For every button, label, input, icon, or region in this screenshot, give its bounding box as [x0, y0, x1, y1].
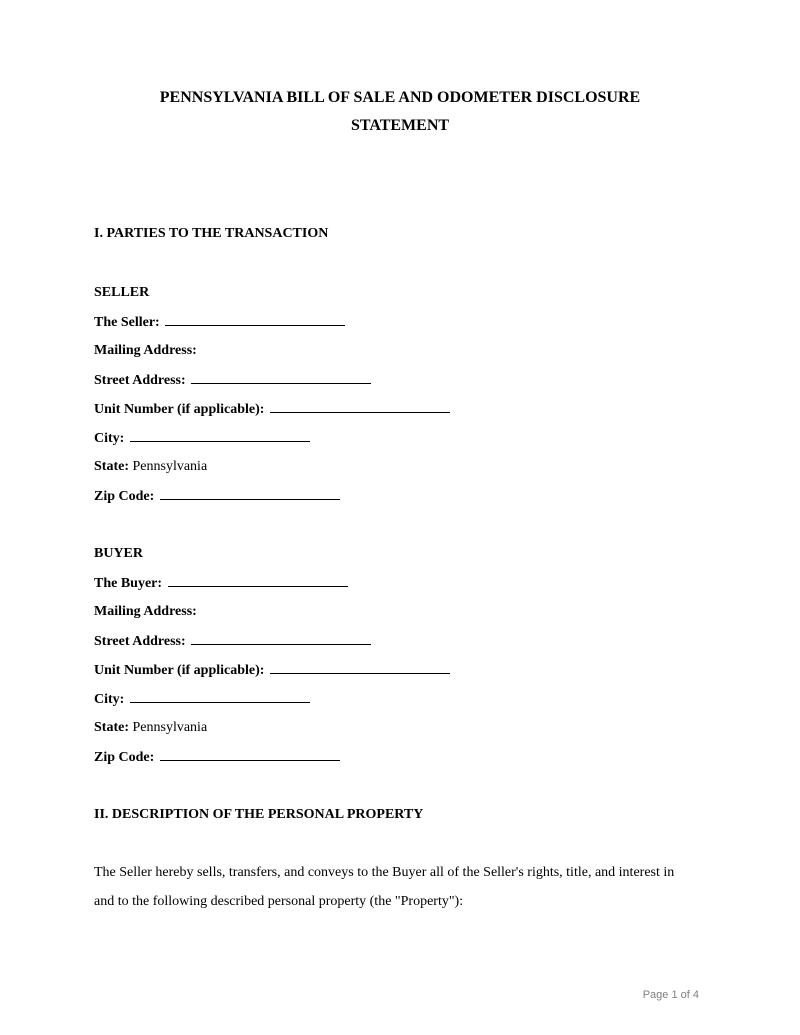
document-title-line1: PENNSYLVANIA BILL OF SALE AND ODOMETER DISCLOSURE — [159, 89, 641, 106]
buyer-street-field[interactable] — [191, 632, 371, 645]
seller-mailing-label: Mailing Address: — [94, 343, 197, 358]
section2-paragraph-line1: The Seller hereby sells, transfers, and conveys to the Buyer all of the Seller's rights, title, and interest in — [94, 865, 675, 880]
buyer-city-label: City: — [94, 692, 125, 707]
buyer-state-value: Pennsylvania — [132, 720, 208, 735]
buyer-city-field[interactable] — [130, 690, 310, 703]
buyer-city-row — [94, 690, 310, 709]
seller-name-label: The Seller: — [94, 315, 160, 330]
document-title-line2: STATEMENT — [350, 117, 450, 134]
seller-street-field[interactable] — [191, 371, 371, 384]
seller-city-field[interactable] — [130, 429, 310, 442]
seller-zip-field[interactable] — [160, 487, 340, 500]
seller-state-value: Pennsylvania — [132, 459, 208, 474]
seller-name-field[interactable] — [165, 313, 345, 326]
page-number: Page 1 of 4 — [642, 989, 699, 1001]
buyer-street-label: Street Address: — [94, 634, 186, 649]
section2-paragraph-line2: and to the following described personal property (the "Property"): — [94, 894, 464, 909]
buyer-state-label: State: — [94, 720, 129, 735]
seller-unit-label: Unit Number (if applicable): — [94, 402, 265, 417]
buyer-unit-label: Unit Number (if applicable): — [94, 663, 265, 678]
seller-state-label: State: — [94, 459, 129, 474]
seller-heading: SELLER — [94, 285, 150, 300]
seller-zip-row — [94, 487, 340, 506]
buyer-heading: BUYER — [94, 546, 144, 561]
seller-unit-row — [94, 400, 450, 419]
buyer-unit-row — [94, 661, 450, 680]
section2-heading: II. DESCRIPTION OF THE PERSONAL PROPERTY — [94, 807, 424, 822]
seller-state-row — [94, 458, 207, 476]
buyer-street-row — [94, 632, 371, 651]
seller-city-label: City: — [94, 431, 125, 446]
seller-unit-field[interactable] — [270, 400, 450, 413]
seller-city-row — [94, 429, 310, 448]
buyer-name-row — [94, 574, 348, 593]
seller-street-label: Street Address: — [94, 373, 186, 388]
buyer-zip-row — [94, 748, 340, 767]
buyer-name-field[interactable] — [168, 574, 348, 587]
buyer-unit-field[interactable] — [270, 661, 450, 674]
buyer-name-label: The Buyer: — [94, 576, 163, 591]
seller-street-row — [94, 371, 371, 390]
section1-heading: I. PARTIES TO THE TRANSACTION — [94, 226, 329, 241]
buyer-zip-label: Zip Code: — [94, 750, 155, 765]
buyer-mailing-label: Mailing Address: — [94, 604, 197, 619]
buyer-zip-field[interactable] — [160, 748, 340, 761]
buyer-state-row — [94, 719, 207, 737]
seller-zip-label: Zip Code: — [94, 489, 155, 504]
seller-name-row — [94, 313, 345, 332]
